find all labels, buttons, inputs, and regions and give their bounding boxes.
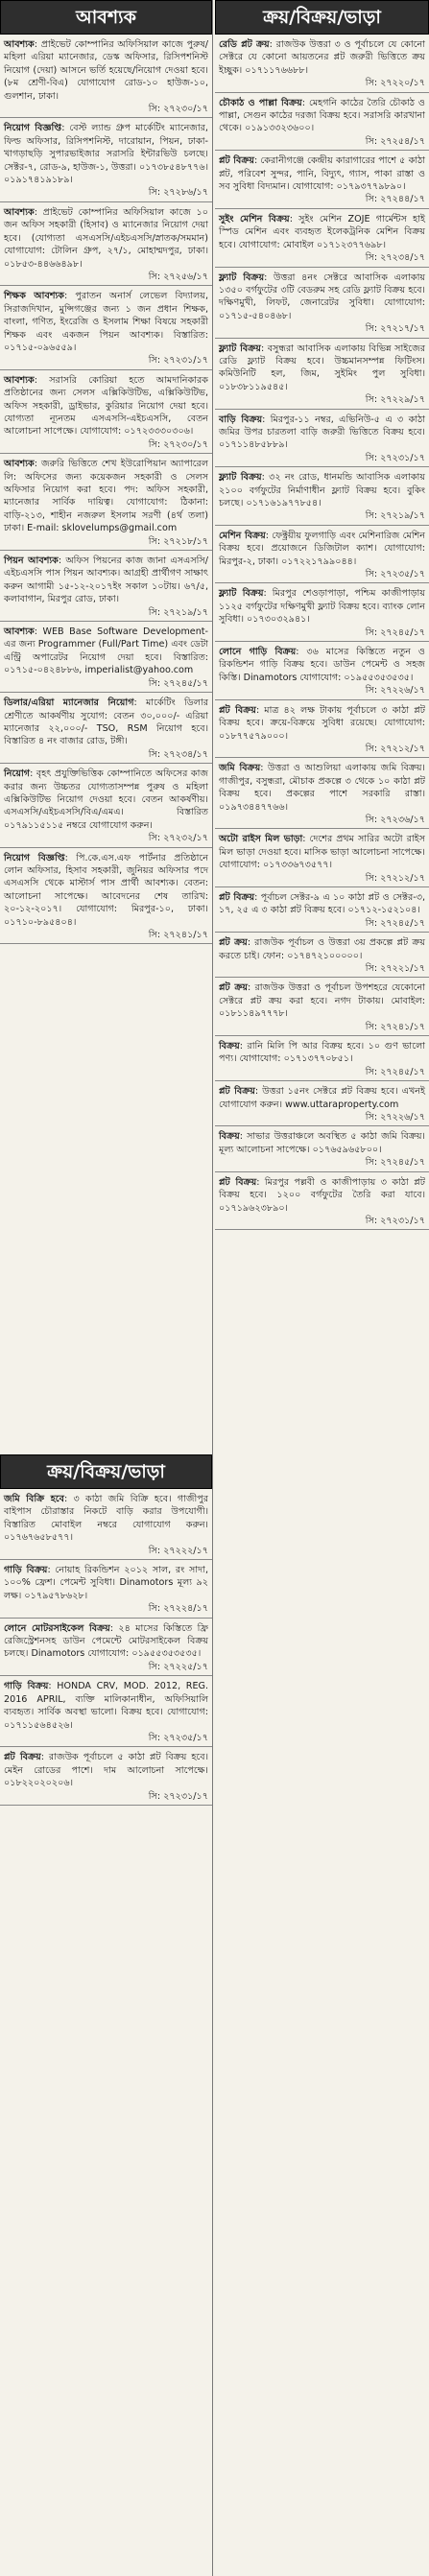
classified-ad [0,551,212,622]
ad-title: ফ্ল্যাট বিক্রয় [219,472,262,484]
ad-body: : রাজউক উত্তরা ও পূর্বাচল উপশহরে যেকোনো সেক্টরে প্লট ক্রয় করা হবে। নগদ টাকায়। মোবাইল: ০১৮১১৪৯৭৭৭৮। [219,982,425,1020]
classified-ad [215,583,429,642]
ad-body: : উত্তরা ৪নং সেক্টরে আবাসিক এলাকায় ১৩৫০ বর্গফুটের ৩টি বেডরুম সহ রেডি ফ্ল্যাট বিক্রয় হবে। দক্ষিণমুখী, লিফট, জেনারেটর সুবিধা। যোগাযোগ: ০১৭১৫-৫৪০৪৬৮। [219,272,426,321]
ad-reference: সি: ২৭২১২/১৭ [365,743,425,754]
ad-body: : প্রাইভেট কোম্পানির অফিসিয়াল কাজে ১০ জন অফিস সহকারী (হিসাব) ও ম্যানেজার নিয়োগ দেয়া হবে। (যোগ্যতা এসএসসি/এইচএসসি/স্নাতক/সমমান) যোগাযোগ: টোলিন গ্রুপ, ২৭/১, মোহাম্মদপুর, ঢাকা। ০১৮৫৩-৪৪৬৬৪৯৮। [4,206,208,270]
ad-reference: সি: ২৭২১৯/১৭ [148,606,208,618]
ad-reference: সি: ২৭২৩৬/১৭ [365,814,425,825]
ad-title: অটো রাইস মিল ভাড়া [219,834,303,845]
ad-body: : উত্তরা ১৫নং সেক্টরে প্লট বিক্রয় হবে। এখনই যোগাযোগ করুন। www.uttaraproperty.com [219,1086,426,1110]
buy-sell-ads-list [0,1489,212,2576]
ad-body: : HONDA CRV, MOD. 2012, REG. 2016 APRIL, ব্যক্তি মালিকানাধীন, অফিসিয়ালি ব্যবহৃত। সার্বিক অবস্থা ভালো। বিক্রয় হবে। যোগাযোগ: ০১৭১১৫৬৪৫২৬। [4,1681,208,1731]
section-title-buy-sell-rent: ক্রয়/বিক্রয়/ভাড়া [0,1454,212,1489]
ad-title: গাড়ি বিক্রয় [4,1681,49,1692]
ad-title: প্লট ক্রয় [219,982,248,994]
ad-title: ফ্ল্যাট বিক্রয় [219,343,261,354]
ad-title: লোনে গাড়ি বিক্রয় [219,647,297,658]
ad-title: ফ্ল্যাট বিক্রয় [219,588,264,600]
ad-body: : অফিস পিয়নের কাজ জানা এসএসসি/এইচএসসি পাস পিয়ন আবশ্যক। আগ্রহী প্রার্থীগণ সাক্ষাৎ করুন আগামী ১৫-১২-২০১৭ইং সকাল ১০টায়। ৬৭/৫, কলাবাগান, মিরপুর রোড, ঢাকা। [4,555,208,605]
ad-reference: সি: ২৭২৪৫/১৭ [365,1157,425,1169]
ad-reference: সি: ২৭২৩১/১৭ [365,452,425,463]
ad-reference: সি: ২৭২৪৪/১৭ [365,194,425,205]
ad-title: জমি বিক্রয় [219,763,261,774]
ad-reference: সি: ২৭২১৭/১৭ [365,323,425,335]
ad-title: প্লট বিক্রয় [219,155,254,167]
classified-ad [215,209,429,268]
classified-ad [0,454,212,551]
ad-reference: সি: ২৭২৪৫/১৭ [148,677,208,689]
ad-reference: সি: ২৭২৩০/১৭ [148,104,208,115]
ad-body: : ২৪ মাসের কিস্তিতে ফ্রি রেজিস্ট্রেশনসহ ডাউন পেমেন্টে মোটরসাইকেল বিক্রয় চলছে। Dinamotors যোগাযোগ: ০১৯৫৫৩৫৩৫৩৫। [4,1622,208,1660]
ad-body: : বসুন্ধরা আবাসিক এলাকায় বিভিন্ন সাইজের রেডি ফ্ল্যাট বিক্রয় হবে। উচ্চমানসম্পন্ন ফিটিংস। কমিউনিটি হল, জিম, সুইমিং পুল সুবিধা। ০১৮৩৮১১৯৫৪৫। [219,343,426,392]
ad-reference: সি: ২৭২৫৪/১৭ [365,135,425,147]
ad-title: বাড়ি বিক্রয় [219,414,263,425]
ad-title: পিয়ন আবশ্যক [4,555,59,567]
classified-ad [215,526,429,584]
ad-body: : রানি মিলি পি আর বিক্রয় হবে। ১০ গুণ ভালো পণ্য। যোগাযোগ: ০১৭১৩৭৭০৮৫১। [219,1041,425,1065]
ad-title: বিক্রয় [219,1131,240,1143]
ad-reference: সি: ২৭২৩৪/১৭ [365,252,425,264]
ad-title: রেডি প্লট ক্রয় [219,39,270,50]
ad-reference: সি: ২৭২৫৬/১৭ [148,271,208,282]
classified-ad [215,339,429,410]
ad-title: নিয়োগ বিজ্ঞপ্তি [4,852,65,863]
section-title-buy-sell-rent-right: ক্রয়/বিক্রয়/ভাড়া [215,0,429,35]
ad-reference: সি: ২৭২২৬/১৭ [365,1112,425,1123]
classified-ad [215,933,429,978]
ad-title: ডিলার/এরিয়া ম্যানেজার নিয়োগ [4,697,134,709]
ad-reference: সি: ২৭২৩১/১৭ [148,355,208,366]
classified-ad [0,1747,212,1806]
ad-reference: সি: ২৭২২২/১৭ [148,1545,208,1556]
ad-reference: সি: ২৭২৩১/১৭ [148,1790,208,1802]
wanted-ads-list [0,35,212,1454]
ad-body: : প্রাইভেট কোম্পানির অফিসিয়াল কাজে পুরুষ/মহিলা এরিয়া ম্যানেজার, ডেস্ক অফিসার, রিসিপশনিস্ট নিয়োগ (দেয়া) আসনে ভর্তি হয়েছে/নিয়োগ দেওয়া হবে। (৮ম শ্রেণী-বিএ) যোগাযোগ রোড-১০ হাউজ-১০, গুলশান, ঢাকা। [4,39,208,102]
ad-title: আবশ্যক [4,39,35,50]
ad-reference: সি: ২৭২৩০/১৭ [148,438,208,450]
ad-body: : পুরাতন অনার্স লেভেল বিদ্যালয়, সিরাজদিখান, মুন্সিগঞ্জের জন্য ১ জন প্রধান শিক্ষক, বাংলা, গণিত, ইংরেজি ও ইসলাম শিক্ষা বিষয়ে সহকারী শিক্ষক এবং একজন পিয়ন আবশ্যক। বিস্তারিত: ০১৭১৫-০৯৬৫৫৯। [4,291,208,353]
ad-body: : বৃহৎ প্রযুক্তিভিত্তিক কোম্পানিতে অফিসের কাজ করার জন্য উচ্চতর যোগ্যতাসম্পন্ন পুরুষ ও মহিলা এক্সিকিউটিভ নিয়োগ দেওয়া হবে। বেতন আকর্ষণীয়। এসএসসি/এইচএসসি/বিএ/এমএ। বিস্তারিত ০১৭৯১১৫১১৫ নম্বরে যোগাযোগ করুন। [4,768,208,831]
section-title-wanted: আবশ্যক [0,0,212,35]
classified-ad [0,848,212,945]
ad-reference: সি: ২৭২৩৪/১৭ [148,748,208,760]
ad-reference: সি: ২৭২১৯/১৭ [365,510,425,522]
classified-ad [215,700,429,759]
ad-reference: সি: ২৭২৩৫/১৭ [365,569,425,580]
ad-body: : পূর্বাচল সেক্টর-৯ এ ১০ কাঠা প্লট ও সেক্টর-৩, ১৭, ২৫ এ ৩ কাঠা প্লট বিক্রয় হবে। ০১৭১২-১৫২১০৪। [219,891,425,916]
ad-reference: সি: ২৭২৩২/১৭ [148,833,208,844]
ad-title: নিয়োগ বিজ্ঞপ্তি [4,123,62,134]
ad-body: : সাভার উত্তরাঞ্চলে অবস্থিত ৫ কাঠা জমি বিক্রয়। মূল্য আলোচনা সাপেক্ষে। ০১৭৬৫৯৬৫৮০০। [219,1131,425,1155]
classified-ad [215,35,429,93]
classified-ad [0,622,212,693]
classified-ad [215,978,429,1036]
ad-title: সুইং মেশিন বিক্রয় [219,213,290,225]
ad-title: আবশ্যক [4,626,35,638]
ad-title: জমি বিক্রি হবে [4,1494,64,1504]
ad-reference: সি: ২৭২৩১/১৭ [365,1215,425,1226]
classified-ad [215,758,429,829]
ad-body: : মেহগনি কাঠের তৈরি চৌকাঠ ও পাল্লা, সেগুন কাঠের দরজা বিক্রয় হবে। সরাসরি কারখানা থেকে। ০১৯১৩৩২৩৬০০। [219,97,425,134]
ad-reference: সি: ২৭২২৬/১৭ [365,685,425,697]
ad-title: লোনে মোটরসাইকেল বিক্রয় [4,1622,110,1634]
ad-title: চৌকাঠ ও পাল্লা বিক্রয় [219,97,302,108]
ad-body: : WEB Base Software Development-এর জন্য Programmer (Full/Part Time) এবং ডেটা এন্ট্রি অপারেটর নিয়োগ দেয়া হবে। বিস্তারিত: ০১৭১৫-০৪২৪৮৮৬, imperialist@yahoo.com [4,626,208,676]
classified-ad [0,1489,212,1560]
ad-body: : রাজউক উত্তরা ৩ ও পূর্বাচলে যে কোনো সেক্টরে যে কোনো আয়তনের প্লট জরুরী ভিত্তিতে ক্রয় ইচ্ছুক। ০১৭১১৭৬৬৮৮। [219,39,425,76]
classified-ad [215,467,429,526]
ad-body: : ৩২ নং রোড, ধানমন্ডি আবাসিক এলাকায় ২১০০ বর্গফুটের নির্মাণাধীন ফ্ল্যাট বিক্রয় হবে। বুকিং চলছে। ০১৭১৬১৯৭৭৮৫৪। [219,472,425,508]
ad-body: : সুইং মেশিন ZOJE গার্মেন্টস হাই স্পিড মেশিন এবং ব্যবহৃত ইলেকট্রনিক মেশিন বিক্রয় হবে। যোগাযোগ: মোবাইল ০১৭১২৩৭৭৬৯৮। [219,213,425,250]
ad-title: প্লট বিক্রয় [219,1086,255,1098]
ad-reference: সি: ২৭২৪৫/১৭ [365,626,425,638]
ad-body: : মার্কেটিং ডিলার শ্রেণীতে আকর্ষণীয় সুযোগ: বেতন ৩০,০০০/- এরিয়া ম্যানেজার ২২,০০০/- TSO, RSM নিয়োগ হবে। বিস্তারিত ৪ নং বাজার রোড, টঙ্গী। [4,697,208,747]
classified-ad [0,1560,212,1619]
classified-ad [0,286,212,369]
classified-ad [0,1619,212,1677]
ad-body: : রাজউক পূর্বাচল ও উত্তরা ৩য় প্রকল্পে প্লট ক্রয় করতে চাই। ফোন: ০১৭৪৭২১০০০০০। [219,937,425,961]
ad-body: : নোয়াহ রিকন্ডিশন ২০১২ সাল, রং সাদা, ১০০% ফ্রেশ। পেমেন্ট সুবিধা। Dinamotors মূল্য ৯২ লক্ষ। ০১৭৯৫৭৮৬২৮। [4,1565,209,1601]
ad-body: : মিরপুর শেওড়াপাড়া, পশ্চিম কাজীপাড়ায় ১১২৫ বর্গফুটের দক্ষিণমুখী ফ্ল্যাট বিক্রয় হবে। ব্যাংক লোন সুবিধা। ০১৭৩০৩২৯৪১। [219,588,425,626]
ad-body: : সরাসরি কোরিয়া হতে আমদানিকারক প্রতিষ্ঠানের জন্য সেলস এক্সিকিউটিভ, এক্সিকিউটিভ, অফিস সহকারী, ড্রাইভার, কুরিয়ার নিয়োগ দেয়া হবে। যোগ্যতা ন্যূনতম এসএসসি-এইচএসসি, বেতন আলোচনা সাপেক্ষে। যোগাযোগ: ০১৭২৩৩৩০৩০৬। [4,374,208,437]
ad-reference: সি: ২৭২২০/১৭ [365,78,425,89]
ad-reference: সি: ২৭২৮৬/১৭ [148,187,208,199]
ad-body: : ৩৬ মাসের কিস্তিতে নতুন ও রিকন্ডিশন গাড়ি বিক্রয় হবে। ডাউন পেমেন্ট ও সহজ কিস্তি। Dinamotors যোগাযোগ: ০১৯৫৫৩৫৩৫৩৫। [219,647,425,683]
ad-title: প্লট ক্রয় [219,937,248,949]
classified-ad [0,35,212,118]
ad-reference: সি: ২৭২৪১/১৭ [365,1021,425,1032]
classified-ad [215,93,429,152]
classified-ad [0,202,212,286]
ad-title: ফ্ল্যাট বিক্রয় [219,272,265,283]
ad-title: আবশ্যক [4,206,35,218]
ad-reference: সি: ২৭২৪৫/১৭ [365,1066,425,1077]
classified-ad [215,268,429,339]
classified-ad [215,151,429,209]
ad-reference: সি: ২৭২৩৫/১৭ [148,1732,208,1743]
classified-ad [215,829,429,887]
ad-body: : ফেক্ট্রয়ীয় ফুলগাড়ি এবং মেশিনারিজ মেশিন বিক্রয় হবে। প্রয়োজনে ডিজিটাল ক্যাশ। যোগাযোগ: মিরপুর-২, ঢাকা। ০১৭২২১৭৯৯০৪৪। [219,530,425,567]
ad-body: : পি.কে.এস.এফ পার্টনার প্রতিষ্ঠানে লোন অফিসার, হিসাব সহকারী, জুনিয়র অফিসার পদে এসএসসি থেকে মাস্টার্স পাস প্রার্থী আবশ্যক। বেতন: আলোচনা সাপেক্ষে। আবেদনের শেষ তারিখ: ২০-১২-২০১৭। যোগাযোগ: মিরপুর-১০, ঢাকা। ০১৭১০-৮৯৫৪০৪। [4,852,208,928]
ad-body: : মিরপুর-১১ নম্বর, এভিনিউ-৫ এ ৩ কাঠা জমির উপর চারতলা বাড়ি জরুরী ভিত্তিতে বিক্রয় হবে। ০১৭১১৪৮৫৮৮৯। [219,414,425,451]
ad-reference: সি: ২৭২২৪/১৭ [148,1603,208,1615]
classified-ad [215,642,429,700]
right-column [215,0,429,2576]
ad-reference: সি: ২৭২৪১/১৭ [148,930,208,940]
ad-body: : বেস্ট ল্যান্ড গ্রুপ মার্কেটিং ম্যানেজার, ফিল্ড অফিসার, রিসিপশনিস্ট, দারোয়ান, পিয়ন, ঢাকা-খাগড়াছড়ি সুপারভাইজার সরাসরি ইন্টারভিউ চলছে। সেক্টর-৭, রোড-৯, হাউজ-১, উত্তরা। ০১৭৩৮৫৪৮৭৭৬। ০১৯১৭৪১৯১৮৯। [4,123,208,186]
classified-ad [215,410,429,468]
ad-title: গাড়ি বিক্রয় [4,1565,48,1576]
ad-title: আবশ্যক [4,374,35,386]
classified-ad [215,1036,429,1081]
classified-ad [215,1126,429,1171]
buy-sell-ads-list-right [215,35,429,2576]
classified-ad [0,764,212,847]
ad-reference: সি: ২৭২১২/১৭ [365,872,425,884]
ad-title: শিক্ষক আবশ্যক [4,291,64,302]
ad-body: : কেরানীগঞ্জে কেন্দ্রীয় কারাগারের পাশে ৫ কাঠা প্লট, পরিবেশ সুন্দর, পানি, বিদ্যুৎ, গ্যাস, পাকা রাস্তা ও সব সুবিধা বিদ্যমান। যোগাযোগ: ০১৭৯৩৭৭৯৮৯০। [219,155,425,193]
ad-title: মেশিন বিক্রয় [219,530,266,541]
classified-ad [215,1172,429,1231]
ad-title: প্লট বিক্রয় [219,704,256,716]
ad-reference: সি: ২৭২২১/১৭ [365,963,425,974]
ad-title: আবশ্যক [4,459,35,470]
ad-body: : ৩ কাঠা জমি বিক্রি হবে। গাজীপুর বাইপাস চৌরাস্তার নিকটে বাড়ি করার উপযোগী। বিস্তারিত মোবাইল নম্বরে যোগাযোগ করুন। ০১৭৬৭৬৫৮৫৭৭। [4,1494,209,1544]
ad-body: : মিরপুর পল্লবী ও কাজীপাড়ায় ৩ কাঠা প্লট বিক্রয় হবে। ১২০০ বর্গফুটের তৈরি করা যাবে। ০১৭১৯৬২৩৮৯০। [219,1176,425,1214]
ad-title: প্লট বিক্রয় [219,1176,257,1188]
classified-ad [215,887,429,933]
ad-body: : উত্তরা ও আশুলিয়া এলাকায় জমি বিক্রয়। গাজীপুর, বসুন্ধরা, মৌচাক প্রকল্পে ৩ থেকে ১০ কাঠা প্লট বিক্রয় হবে। প্রকল্পের পাশে সরকারি রাস্তা। ০১৯৭৩৪৪৭৭৬৬। [219,763,425,813]
classified-ad [0,118,212,201]
ad-body: : জরুরি ভিত্তিতে শেখ ইউরোপিয়ান অ্যাপারেল লি: অফিসের জন্য কয়েকজন সহকারী ও সেলস অফিসার নিয়োগ করা হবে। পদ: অফিস সহকারী, ম্যানেজার সার্বিক দায়িত্ব। যোগাযোগ: ঠিকানা: বাড়ি-২১৩, শাহীন নজরুল ইসলাম সরণী (৪র্থ তলা) ঢাকা। E-mail: sklovelumps@gmail.com [4,459,208,534]
ad-title: প্লট বিক্রয় [219,891,255,903]
ad-body: : রাজউক পূর্বাচলে ৫ কাঠা প্লট বিক্রয় হবে। মেইন রোডের পাশে। দাম আলোচনা সাপেক্ষে। ০১৮২২০২০২০৬। [4,1752,208,1789]
ad-reference: সি: ২৭২২৫/১৭ [148,1661,208,1672]
ad-reference: সি: ২৭২৪৫/১৭ [365,917,425,929]
ad-reference: সি: ২৭২১৮/১৭ [148,535,208,547]
ad-reference: সি: ২৭২২৯/১৭ [365,394,425,406]
ad-title: বিক্রয় [219,1041,240,1052]
classified-ad [0,693,212,764]
ad-title: প্লট বিক্রয় [4,1752,41,1763]
classified-ad [215,1081,429,1126]
ad-title: নিয়োগ [4,768,31,780]
ad-body: : দেশের প্রথম সারির অটো রাইস মিল ভাড়া দেওয়া হবে। মাসিক ভাড়া আলোচনা সাপেক্ষে। যোগাযোগ: ০১৭৩৩৬৭৩৫৭৭। [219,834,425,871]
left-column [0,0,213,2576]
classified-ad [0,370,212,454]
classified-ad [0,1676,212,1747]
ad-body: : মাত্র ৪২ লক্ষ টাকায় পূর্বাচলে ৩ কাঠা প্লট বিক্রয় হবে। ক্রয়ে-বিক্রয়ে সুবিধা রয়েছে। যোগাযোগ: ০১৮৭৭৫৭৯০০০। [219,704,425,742]
